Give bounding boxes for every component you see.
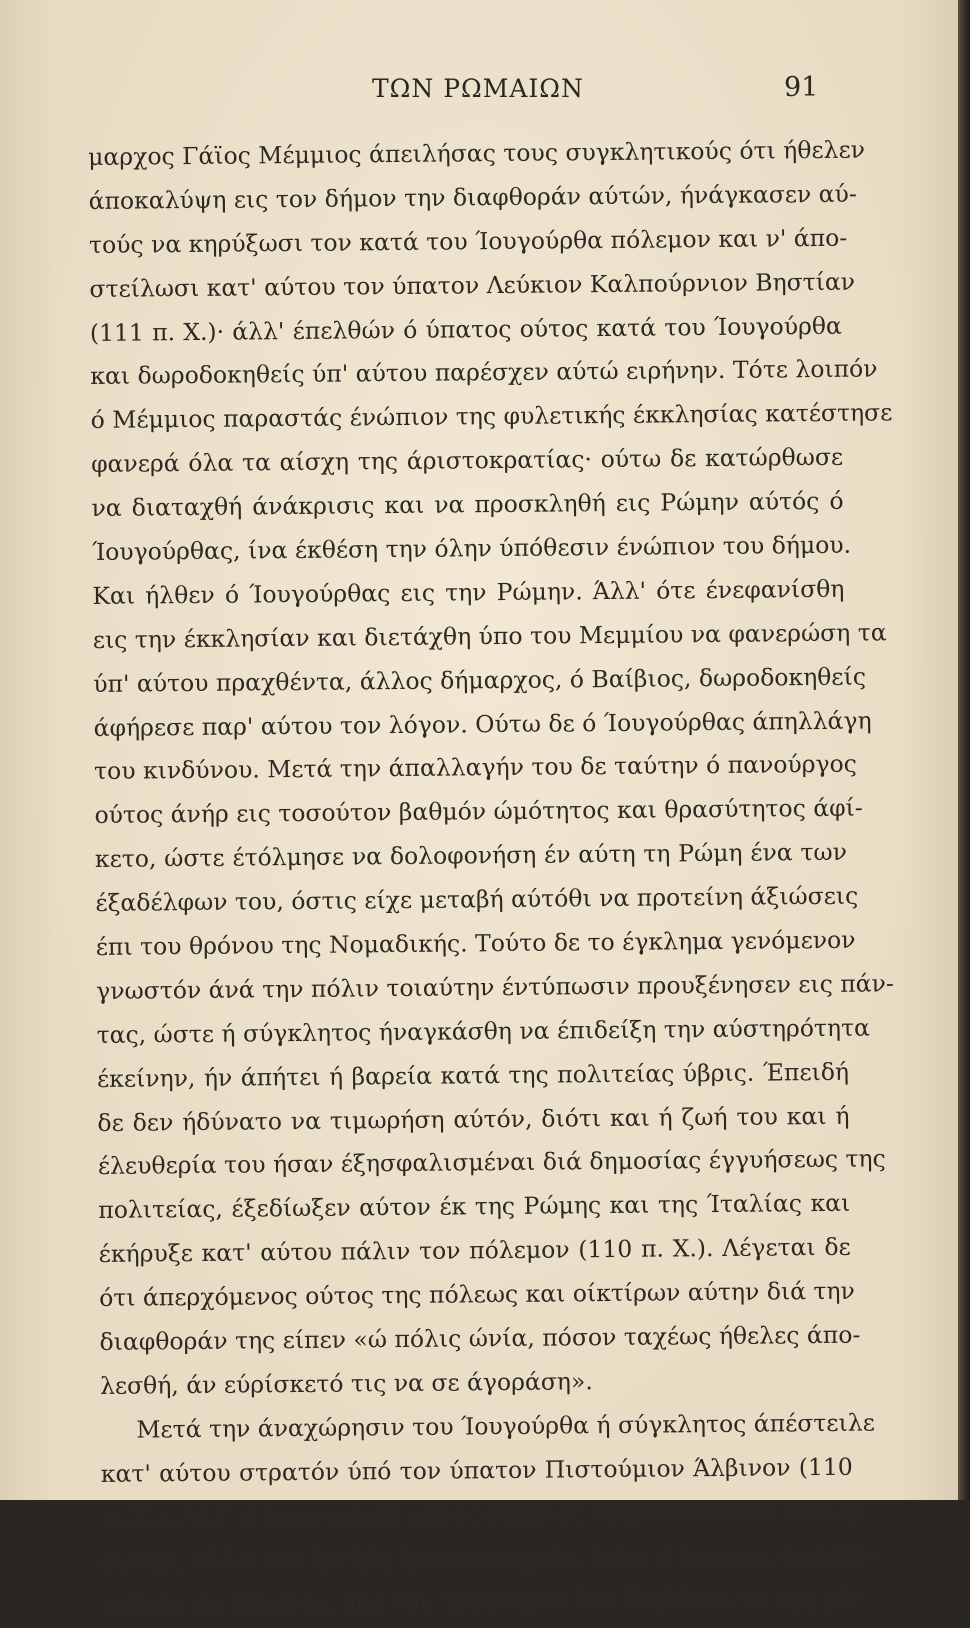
text-line: Ίουγούρθας, ίνα έκθέση την όλην ύπόθεσιν ένώπιον του δήμου. [91, 530, 852, 566]
text-line: Και ήλθεν ό Ίουγούρθας εις την Ρώμην. Άλλ' ότε ένεφανίσθη [92, 574, 845, 610]
text-line: ότι άπερχόμενος ούτος της πόλεως και οίκτίρων αύτην διά την [99, 1276, 855, 1313]
text-line: κηθείς, ώς λέγεται, ύπό του Ίουγούρθα δεν διηύθυνε τα της μά- [101, 1584, 862, 1620]
text-line: τας, ώστε ή σύγκλητος ήναγκάσθη να έπιδείξη την αύστηρότητα [96, 1013, 871, 1049]
running-header [0, 74, 958, 114]
text-line: έξαδέλφων του, όστις είχε μεταβή αύτόθι να προτείνη άξιώσεις [95, 881, 859, 918]
running-title: ΤΩΝ ΡΩΜΑΙΩΝ [372, 74, 584, 103]
text-line: φανερά όλα τα αίσχη της άριστοκρατίας· ούτω δε κατώρθωσε [91, 443, 844, 479]
text-line: κατ' αύτου στρατόν ύπό τον ύπατον Πιστούμιον Άλβινον (110 [100, 1452, 853, 1488]
text-line: έπι του θρόνου της Νομαδικής. Τούτο δε το έγκλημα γενόμενον [95, 925, 856, 961]
page-number: 91 [784, 72, 819, 103]
text-line: έλευθερία του ήσαν έξησφαλισμέναι διά δημοσίας έγγυήσεως της [97, 1144, 886, 1181]
text-line: άποκαλύψη εις τον δήμον την διαφθοράν αύτών, ήνάγκασεν αύ- [88, 179, 857, 215]
text-line: μαρχος Γάϊος Μέμμιος άπειλήσας τους συγκλητικούς ότι ήθελεν [88, 135, 866, 171]
text-line: άφήρεσε παρ' αύτου τον λόγον. Ούτω δε ό Ίουγούρθας άπηλλάγη [93, 706, 872, 742]
paragraph-end-line: λεσθή, άν εύρίσκετό τις να σε άγοράση». [99, 1367, 593, 1400]
text-line: του κινδύνου. Μετά την άπαλλαγήν του δε ταύτην ό πανούργος [93, 750, 858, 786]
text-line: π. Χ.). Άλλ' ό άποσταλείς ούτος στρατός ού μόνον ούδεν κατώρ- [101, 1496, 869, 1532]
text-line: εις την έκκλησίαν και διετάχθη ύπο του Μεμμίου να φανερώση τα [92, 618, 887, 654]
text-line: ύπ' αύτου πραχθέντα, άλλος δήμαρχος, ό Βαίβιος, δωροδοκηθείς [93, 662, 867, 698]
text-line: κετο, ώστε έτόλμησε να δολοφονήση έν αύτη τη Ρώμη ένα των [94, 837, 848, 874]
text-line: έκείνην, ήν άπήτει ή βαρεία κατά της πολιτείας ύβρις. Έπειδή [96, 1057, 850, 1093]
text-line: θωσεν, άλλα και ήττήθη ήτταν αίσχράν, διότι ό ύπατος, δωροδο- [101, 1539, 878, 1576]
text-line: έκήρυξε κατ' αύτου πάλιν τον πόλεμον (110 π. Χ.). Λέγεται δε [98, 1232, 851, 1269]
text-line: ούτος άνήρ εις τοσούτον βαθμόν ώμότητος και θρασύτητος άφί- [94, 793, 863, 830]
text-line: ό Μέμμιος παραστάς ένώπιον της φυλετικής έκκλησίας κατέστησε [90, 398, 893, 435]
text-line: πολιτείας, έξεδίωξεν αύτον έκ της Ρώμης και της Ίταλίας και [98, 1189, 851, 1225]
paragraph-start-line: Μετά την άναχώρησιν του Ίουγούρθα ή σύγκλητος άπέστειλε [136, 1408, 875, 1444]
body-text [88, 129, 894, 1628]
text-line: στείλωσι κατ' αύτου τον ύπατον Λεύκιον Καλπούρνιον Βηστίαν [89, 267, 856, 303]
text-line: τούς να κηρύξωσι τον κατά του Ίουγούρθα πόλεμον και ν' άπο- [88, 223, 848, 259]
text-line: (111 π. Χ.)· άλλ' έπελθών ό ύπατος ούτος κατά του Ίουγούρθα [89, 311, 842, 347]
text-line: διαφθοράν της είπεν «ώ πόλις ώνία, πόσον ταχέως ήθελες άπο- [99, 1320, 861, 1356]
page-edge-shadow [958, 0, 970, 1500]
text-line: δε δεν ήδύνατο να τιμωρήση αύτόν, διότι και ή ζωή του και ή [97, 1101, 850, 1137]
text-line: και δωροδοκηθείς ύπ' αύτου παρέσχεν αύτώ ειρήνην. Τότε λοιπόν [90, 354, 878, 391]
text-line: γνωστόν άνά την πόλιν τοιαύτην έντύπωσιν προυξένησεν εις πάν- [96, 969, 894, 1005]
text-line: να διαταχθή άνάκρισις και να προσκληθή εις Ρώμην αύτός ό [91, 486, 844, 523]
